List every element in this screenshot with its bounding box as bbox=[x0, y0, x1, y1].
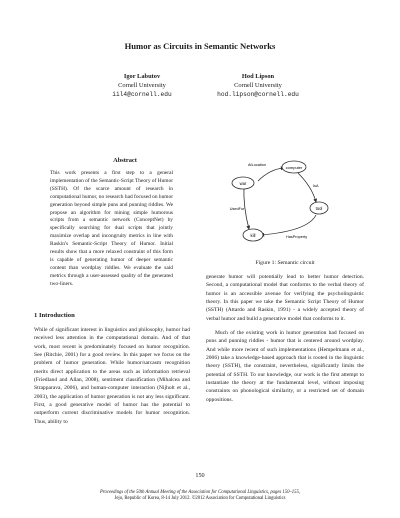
author-block-2 bbox=[188, 72, 328, 99]
edge-atlocation bbox=[258, 168, 284, 181]
section-heading-introduction: 1 Introduction bbox=[34, 312, 75, 319]
figure-caption: Figure 1: Semantic circuit bbox=[255, 260, 315, 266]
abstract-body: This work presents a first step to a general implementation of the Semantic-Script Theory of Humor (SSTH). Of the scarce amount of research in computational humor, no research had focused on humor generation beyond simple puns and punning riddles. We propose an algorithm for mining simple humorous scripts from a semantic network (ConceptNet) by specifically searching for dual scripts that jointly maximize overlap and incongruity metrics in line with Raskin's Semantic-Script Theory of Humor. Initial results show that a more relaxed constraint of this form is capable of generating humor of deeper semantic content than wordplay riddles. We evaluate the said metrics through a user-assessed quality of the generated two-liners. bbox=[50, 170, 173, 287]
edge-label-atlocation: AtLocation bbox=[248, 163, 266, 167]
node-tool-label: tool bbox=[315, 206, 323, 211]
right-paragraph-1: generate humor will potentially lead to better humor detection. Second, a computational model that conforms to the verbal theory of humor is an accessible avenue for verifying the psycholinguistic theory. In this paper we take the Semantic Script Theory of Humor (SSTH) (Attardo and Raskin, 1991) - a widely accepted theory of verbal humor and build a generative model that conforms to it. bbox=[206, 274, 364, 322]
semantic-circuit-diagram bbox=[228, 157, 348, 255]
author-affiliation: Cornell University bbox=[118, 82, 166, 89]
edge-label-usedfor: UsedFor bbox=[229, 207, 245, 211]
introduction-paragraph: While of significant interest in linguistics and philosophy, humor had received less attention in the computational domain. And of that work, most recent is predominately focused on humor recognition. See (Ritchie, 2001) for a good review. In this paper we focus on the problem of humor generation. While humor/sarcasm recognition merits direct application to the areas such as information retrieval (Friedland and Allan, 2008), sentiment classification (Mihalcea and Strapparava, 2006), and human-computer interaction (Nijholt et al., 2003), the application of humor generation is not any less significant. First, a good generative model of humor has the potential to outperform current discriminative models for humor recognition. Thus, ability to bbox=[34, 327, 190, 425]
proceedings-footer bbox=[0, 490, 400, 503]
edge-label-isa: IsA bbox=[313, 184, 319, 188]
paper-title: Humor as Circuits in Semantic Networks bbox=[124, 41, 276, 51]
author-email[interactable]: iil4@cornell.edu bbox=[112, 91, 172, 98]
node-computer-label: computer bbox=[285, 165, 303, 170]
page-number: 150 bbox=[195, 472, 205, 479]
edge-label-hasproperty: HasProperty bbox=[286, 235, 308, 239]
right-column-body bbox=[206, 273, 364, 410]
abstract-heading: Abstract bbox=[113, 157, 137, 164]
node-war-label: war bbox=[239, 181, 247, 186]
author-name: Hod Lipson bbox=[241, 73, 275, 80]
author-affiliation: Cornell University bbox=[234, 82, 282, 89]
edge-isa bbox=[244, 185, 249, 229]
footer-line-1: Proceedings of the 50th Annual Meeting of the Association for Computational Linguistics, pages 150–155, bbox=[99, 490, 301, 495]
semantic-circuit-figure bbox=[228, 157, 348, 255]
author-name: Igor Labutov bbox=[123, 73, 161, 80]
author-email[interactable]: hod.lipson@cornell.edu bbox=[217, 91, 299, 98]
footer-line-2: Jeju, Republic of Korea, 8-14 July 2012. ©2012 Association for Computational Linguistics bbox=[114, 496, 286, 502]
node-kill-label: kill bbox=[250, 233, 256, 238]
right-paragraph-2: Much of the existing work in humor generation had focused on puns and punning riddles - humor that is centered around wordplay. And while more recent of such implementations (Hempelmann et al., 2006) take a knowledge-based approach that is rooted in the linguistic theory (SSTH), the constraint, nevertheless, significantly limits the potential of SSTH. To our knowledge, our work is the first attempt to instantiate the theory at the fundamental level, without imposing constraints on phonological similarity, or a restricted set of domain oppositions. bbox=[206, 330, 364, 403]
edge-hasproperty bbox=[261, 215, 316, 235]
